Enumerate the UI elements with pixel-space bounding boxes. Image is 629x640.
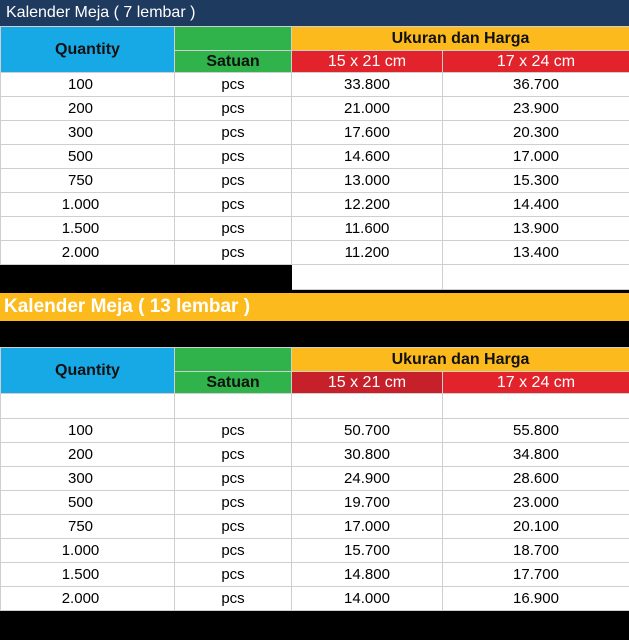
empty-cell (175, 265, 292, 290)
quantity-cell: 1.500 (1, 563, 175, 587)
quantity-cell: 1.000 (1, 193, 175, 217)
quantity-cell: 300 (1, 121, 175, 145)
empty-cell (443, 265, 629, 290)
unit-cell: pcs (175, 539, 292, 563)
quantity-cell: 500 (1, 491, 175, 515)
price-15x21-cell: 50.700 (292, 419, 443, 443)
size-price-header: Ukuran dan Harga (292, 27, 629, 51)
satuan-header: Satuan (175, 372, 292, 394)
section2-table (0, 347, 629, 611)
table-row (1, 467, 629, 491)
price-17x24-cell: 18.700 (443, 539, 629, 563)
price-15x21-cell: 33.800 (292, 73, 443, 97)
table-row-empty (1, 394, 629, 419)
quantity-cell: 300 (1, 467, 175, 491)
satuan-header-top (175, 348, 292, 372)
price-17x24-cell: 14.400 (443, 193, 629, 217)
price-15x21-cell: 11.200 (292, 241, 443, 265)
price-17x24-cell: 15.300 (443, 169, 629, 193)
size-price-header: Ukuran dan Harga (292, 348, 629, 372)
table-row (1, 73, 629, 97)
quantity-cell: 2.000 (1, 587, 175, 611)
size-17x24-header: 17 x 24 cm (443, 51, 629, 73)
table-row (1, 539, 629, 563)
price-15x21-cell: 11.600 (292, 217, 443, 241)
unit-cell: pcs (175, 491, 292, 515)
section1-table (0, 26, 629, 290)
quantity-cell: 100 (1, 73, 175, 97)
bottom-bar (0, 616, 629, 640)
unit-cell: pcs (175, 169, 292, 193)
unit-cell: pcs (175, 97, 292, 121)
unit-cell: pcs (175, 241, 292, 265)
size-17x24-header: 17 x 24 cm (443, 372, 629, 394)
size-15x21-header: 15 x 21 cm (292, 372, 443, 394)
table-row (1, 217, 629, 241)
price-15x21-cell: 14.800 (292, 563, 443, 587)
price-15x21-cell: 15.700 (292, 539, 443, 563)
price-17x24-cell: 20.100 (443, 515, 629, 539)
table-row (1, 419, 629, 443)
quantity-cell: 500 (1, 145, 175, 169)
scan-noise-strip (0, 321, 629, 347)
section1-title: Kalender Meja ( 7 lembar ) (0, 0, 629, 26)
price-17x24-cell: 13.400 (443, 241, 629, 265)
unit-cell: pcs (175, 587, 292, 611)
price-17x24-cell: 17.000 (443, 145, 629, 169)
unit-cell: pcs (175, 121, 292, 145)
price-17x24-cell: 20.300 (443, 121, 629, 145)
price-15x21-cell: 17.000 (292, 515, 443, 539)
table-row-empty (1, 265, 629, 290)
table-row (1, 145, 629, 169)
price-17x24-cell: 23.000 (443, 491, 629, 515)
unit-cell: pcs (175, 217, 292, 241)
quantity-cell: 1.000 (1, 539, 175, 563)
price-17x24-cell: 55.800 (443, 419, 629, 443)
quantity-cell: 100 (1, 419, 175, 443)
empty-cell (175, 394, 292, 419)
unit-cell: pcs (175, 443, 292, 467)
quantity-cell: 200 (1, 97, 175, 121)
empty-cell (1, 394, 175, 419)
satuan-header-top (175, 27, 292, 51)
empty-cell (443, 394, 629, 419)
table-row (1, 563, 629, 587)
unit-cell: pcs (175, 419, 292, 443)
section2-title: Kalender Meja ( 13 lembar ) (0, 293, 629, 321)
price-15x21-cell: 17.600 (292, 121, 443, 145)
unit-cell: pcs (175, 467, 292, 491)
empty-cell (292, 265, 443, 290)
price-15x21-cell: 12.200 (292, 193, 443, 217)
table-row (1, 587, 629, 611)
table-row (1, 491, 629, 515)
unit-cell: pcs (175, 145, 292, 169)
size-15x21-header: 15 x 21 cm (292, 51, 443, 73)
table-row (1, 169, 629, 193)
price-17x24-cell: 34.800 (443, 443, 629, 467)
quantity-header: Quantity (1, 348, 175, 394)
empty-cell (1, 265, 175, 290)
table-row (1, 193, 629, 217)
price-17x24-cell: 23.900 (443, 97, 629, 121)
price-17x24-cell: 13.900 (443, 217, 629, 241)
table-row (1, 443, 629, 467)
quantity-header: Quantity (1, 27, 175, 73)
table-row (1, 515, 629, 539)
price-17x24-cell: 17.700 (443, 563, 629, 587)
unit-cell: pcs (175, 193, 292, 217)
price-15x21-cell: 21.000 (292, 97, 443, 121)
table-row (1, 97, 629, 121)
table-row (1, 241, 629, 265)
quantity-cell: 750 (1, 169, 175, 193)
satuan-header: Satuan (175, 51, 292, 73)
empty-cell (292, 394, 443, 419)
price-17x24-cell: 28.600 (443, 467, 629, 491)
price-15x21-cell: 14.000 (292, 587, 443, 611)
quantity-cell: 750 (1, 515, 175, 539)
table-row (1, 121, 629, 145)
price-15x21-cell: 13.000 (292, 169, 443, 193)
quantity-cell: 2.000 (1, 241, 175, 265)
unit-cell: pcs (175, 563, 292, 587)
price-15x21-cell: 24.900 (292, 467, 443, 491)
unit-cell: pcs (175, 73, 292, 97)
quantity-cell: 1.500 (1, 217, 175, 241)
price-15x21-cell: 30.800 (292, 443, 443, 467)
quantity-cell: 200 (1, 443, 175, 467)
price-17x24-cell: 36.700 (443, 73, 629, 97)
price-15x21-cell: 19.700 (292, 491, 443, 515)
price-17x24-cell: 16.900 (443, 587, 629, 611)
unit-cell: pcs (175, 515, 292, 539)
price-15x21-cell: 14.600 (292, 145, 443, 169)
